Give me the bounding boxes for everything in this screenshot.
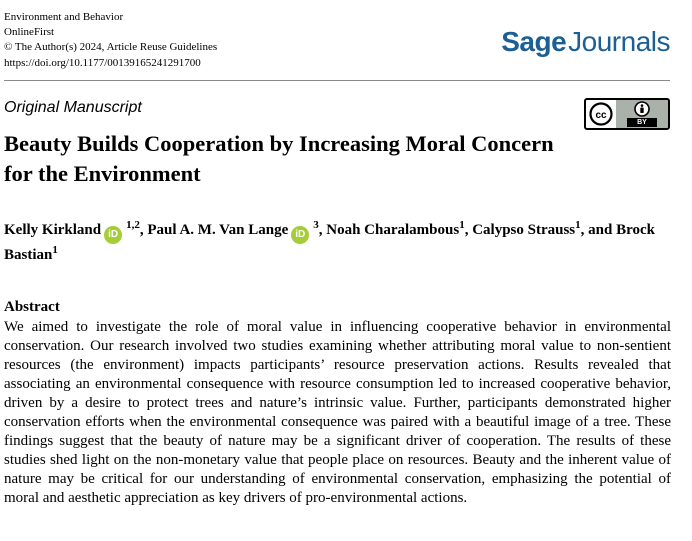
publication-status: OnlineFirst <box>4 26 55 39</box>
orcid-icon[interactable]: iD <box>104 226 122 244</box>
cc-by-label: BY <box>627 118 657 127</box>
journal-metadata <box>4 10 217 71</box>
author-separator: , <box>464 222 473 238</box>
author-list <box>4 219 684 267</box>
logo-journals: Journals <box>568 26 670 57</box>
author-name[interactable]: Calypso Strauss <box>472 222 576 238</box>
logo-sage: Sage <box>501 26 567 57</box>
author-name[interactable]: Brock Bastian <box>4 222 655 263</box>
svg-text:cc: cc <box>595 110 607 121</box>
doi-link[interactable]: https://doi.org/10.1177/00139165241291700 <box>4 56 201 69</box>
cc-icon <box>586 100 616 128</box>
author-separator: , and <box>580 222 617 238</box>
author-affiliation: 1 <box>52 244 58 256</box>
journal-name: Environment and Behavior <box>4 11 124 23</box>
article-type: Original Manuscript <box>4 99 142 116</box>
abstract-text: We aimed to investigate the role of moral value in influencing cooperative behavior in environmental conservation. Our research involved two studies examining whether attributing moral value to non-sentient resources (the environment) impacts participants’ resource preservation actions. Results revealed that associating an environmental consequence with resource consumption led to increased cooperative behavior, driven by a desire to protect trees and nature’s intrinsic value. Further, participants demonstrated higher conservation efforts when the environmental consequence was paired with a beautiful image of a tree. These findings suggest that the beauty of nature may be a significant driver of cooperation. The results of these studies shed light on the non-monetary value that people place on resources. Beauty and the inherent value of nature may be critical for our understanding of environmental conservation, emphasizing the potential of moral and aesthetic appreciation as key drivers of pro-environmental actions. <box>4 319 671 506</box>
author-affiliation: 1 <box>575 219 581 231</box>
sage-journals-logo[interactable] <box>501 26 670 60</box>
attribution-person-icon <box>634 101 650 117</box>
abstract-heading: Abstract <box>4 299 60 315</box>
author-separator: , <box>139 222 148 238</box>
article-title: Beauty Builds Cooperation by Increasing Moral Concern for the Environment <box>4 131 554 186</box>
author-affiliation: 1 <box>459 219 465 231</box>
orcid-icon[interactable]: iD <box>291 226 309 244</box>
author-separator: , <box>318 222 327 238</box>
author-affiliation: 1,2 <box>126 219 140 231</box>
author-name[interactable]: Kelly Kirkland <box>4 222 102 238</box>
author-affiliation: 3 <box>313 219 319 231</box>
author-name[interactable]: Paul A. M. Van Lange <box>147 222 289 238</box>
copyright-line[interactable]: © The Author(s) 2024, Article Reuse Guidelines <box>4 41 218 54</box>
header-divider <box>4 80 670 81</box>
cc-by-license-badge[interactable] <box>584 98 670 130</box>
author-name[interactable]: Noah Charalambous <box>326 222 460 238</box>
